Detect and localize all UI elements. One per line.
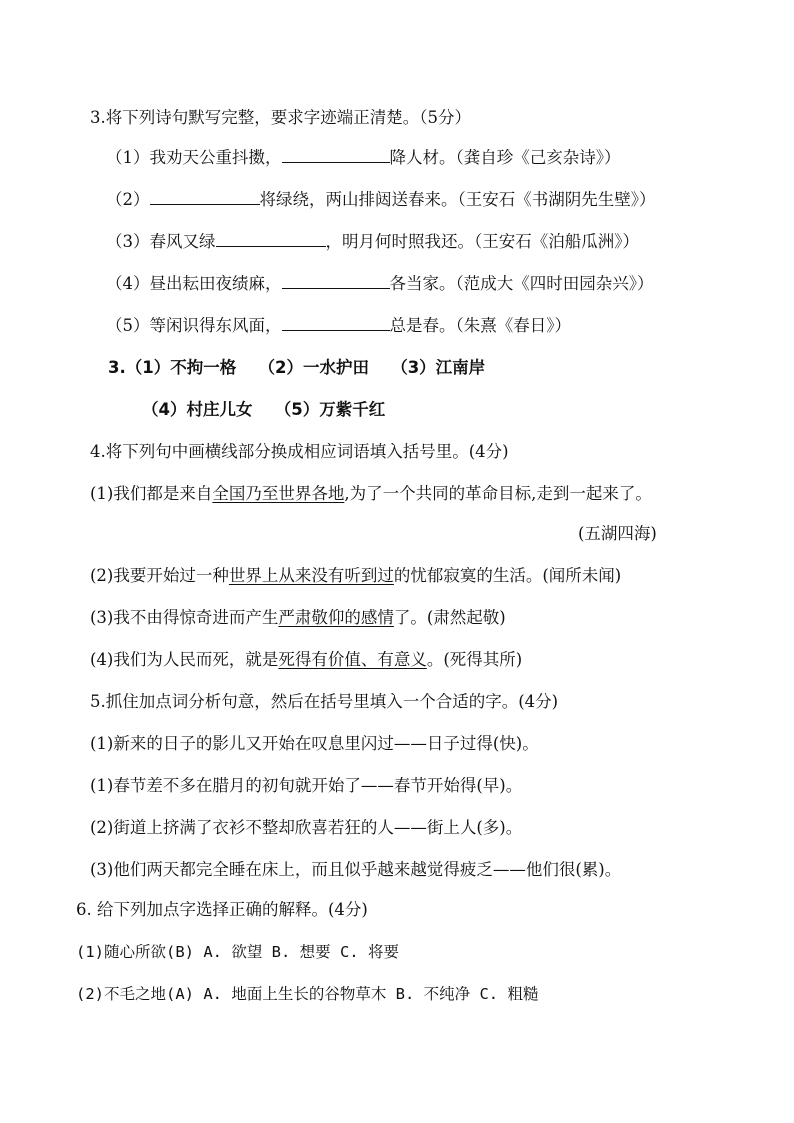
- q3-item-5-blank[interactable]: [282, 314, 390, 331]
- q3-item-1: [106, 146, 621, 170]
- question-4-title: 4.将下列句中画横线部分换成相应词语填入括号里。(4分): [90, 442, 509, 461]
- q5-line-1: (1)新来的日子的影儿又开始在叹息里闪过——日子过得(快)。: [90, 734, 539, 753]
- q5-line-4: (3)他们两天都完全睡在床上，而且似乎越来越觉得疲乏——他们很(累)。: [90, 860, 622, 879]
- q3-answer-line-1: 3.（1）不拘一格 （2）一水护田 （3）江南岸: [108, 358, 486, 377]
- q4-s3-post: 了。(肃然起敬): [393, 608, 506, 627]
- q3-item-1-blank[interactable]: [282, 146, 390, 163]
- q4-sentence-3: [90, 606, 506, 630]
- q4-s4-pre: (4)我们为人民而死，就是: [90, 650, 279, 669]
- q4-s1-underlined: 全国乃至世界各地: [212, 484, 345, 503]
- question-3-title: 3.将下列诗句默写完整，要求字迹端正清楚。（5分）: [90, 108, 471, 127]
- q4-s4-underlined: 死得有价值、有意义: [278, 650, 427, 669]
- q3-item-3-post: ，明月何时照我还。（王安石《泊船瓜洲》）: [325, 232, 639, 251]
- q3-item-4-post: 各当家。（范成大《四时田园杂兴》）: [389, 274, 654, 293]
- q4-s4-post: 。(死得其所): [426, 650, 523, 669]
- question-6-title: 6. 给下列加点字选择正确的解释。(4分): [76, 900, 368, 919]
- q5-line-3: (2)街道上挤满了衣衫不整却欣喜若狂的人——街上人(多)。: [90, 818, 523, 837]
- q3-item-5-post: 总是春。（朱熹《春日》）: [389, 316, 571, 335]
- q5-line-2: (1)春节差不多在腊月的初旬就开始了——春节开始得(早)。: [90, 776, 523, 795]
- q3-item-4-pre: （4）昼出耘田夜绩麻，: [106, 274, 282, 293]
- q4-sentence-1: [90, 482, 652, 506]
- q6-line-1: (1)随心所欲(B) A. 欲望 B. 想要 C. 将要: [76, 943, 399, 961]
- q3-item-2-pre: （2）: [106, 190, 150, 209]
- q4-s3-underlined: 严肃敬仰的感情: [278, 608, 394, 627]
- q4-s2-pre: (2)我要开始过一种: [90, 566, 229, 585]
- q3-answer-line-2: （4）村庄儿女 （5）万紫千红: [142, 400, 386, 419]
- q3-item-1-pre: （1）我劝天公重抖擞，: [106, 148, 282, 167]
- q3-item-4: [106, 272, 654, 296]
- q3-item-3-pre: （3）春风又绿: [106, 232, 216, 251]
- q4-s1-pre: (1)我们都是来自: [90, 484, 213, 503]
- q3-item-5-pre: （5）等闲识得东风面，: [106, 316, 282, 335]
- q4-s2-underlined: 世界上从来没有听到过: [228, 566, 394, 585]
- q4-s3-pre: (3)我不由得惊奇进而产生: [90, 608, 279, 627]
- q3-item-2-blank[interactable]: [150, 188, 260, 205]
- q4-s1-post: ,为了一个共同的革命目标,走到一起来了。: [344, 484, 652, 503]
- question-5-title: 5.抓住加点词分析句意，然后在括号里填入一个合适的字。(4分): [90, 692, 559, 711]
- q4-s1-answer: (五湖四海): [578, 524, 657, 543]
- q3-item-3-blank[interactable]: [216, 230, 326, 247]
- q3-item-1-post: 降人材。（龚自珍《己亥杂诗》）: [389, 148, 621, 167]
- q3-item-3: [106, 230, 639, 254]
- q4-sentence-2: [90, 564, 621, 588]
- q3-item-2: [106, 188, 656, 212]
- q3-item-2-post: 将绿绕，两山排闼送春来。（王安石《书湖阴先生壁》）: [259, 190, 656, 209]
- q3-item-5: [106, 314, 571, 338]
- q4-s2-post: 的忧郁寂寞的生活。(闻所未闻): [393, 566, 622, 585]
- q4-sentence-4: [90, 648, 522, 672]
- q3-item-4-blank[interactable]: [282, 272, 390, 289]
- q6-line-2: (2)不毛之地(A) A. 地面上生长的谷物草木 B. 不纯净 C. 粗糙: [76, 985, 539, 1003]
